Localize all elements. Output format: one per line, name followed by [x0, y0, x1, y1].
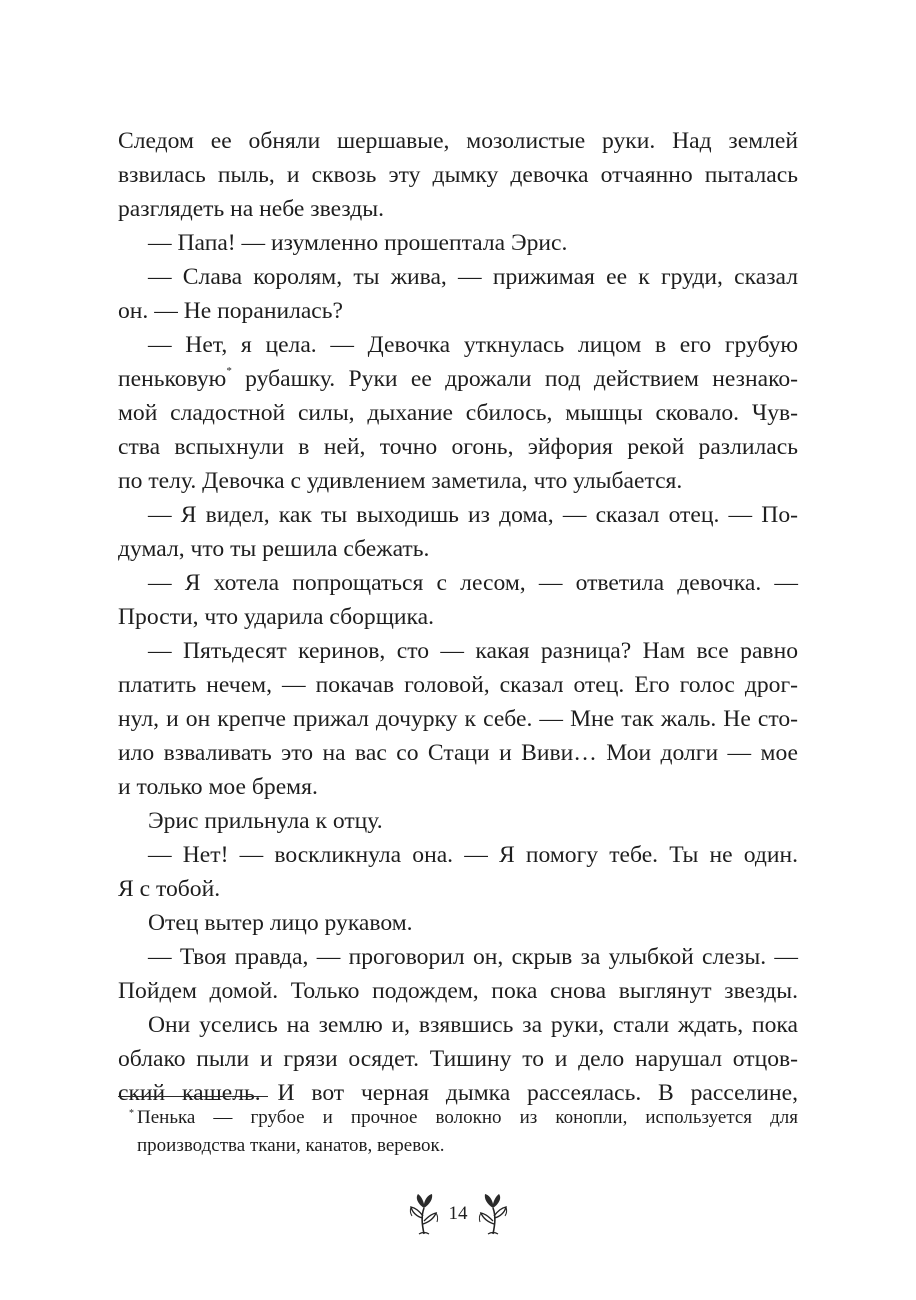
text-line: Они уселись на землю и, взявшись за руки, стали ждать, пока	[148, 1012, 798, 1038]
footnote-reference[interactable]: *	[226, 365, 232, 377]
text-line: Я с тобой.	[118, 876, 221, 902]
text-line: — Нет! — воскликнула она. — Я помогу тебе. Ты не один.	[148, 842, 798, 868]
text-line: облако пыли и грязи осядет. Тишину то и дело нарушал отцов-	[118, 1046, 798, 1072]
text-line: мой сладостной силы, дыхание сбилось, мышцы сковало. Чув-	[118, 400, 798, 426]
text-line: — Твоя правда, — проговорил он, скрыв за улыбкой слезы. —	[148, 944, 798, 970]
text-line: платить нечем, — покачав головой, сказал отец. Его голос дрог-	[118, 672, 798, 698]
text-line: Отец вытер лицо рукавом.	[148, 910, 413, 936]
footnote-divider	[118, 1096, 268, 1097]
text-line: думал, что ты решила сбежать.	[118, 536, 430, 562]
footnote-marker: *	[129, 1108, 134, 1119]
text-line: по телу. Девочка с удивлением заметила, что улыбается.	[118, 468, 683, 494]
page-number: 14	[448, 1203, 468, 1224]
footnote	[129, 1104, 798, 1160]
flower-ornament-icon	[476, 1190, 510, 1238]
text-line: он. — Не поранилась?	[118, 298, 344, 324]
text-line: разглядеть на небе звезды.	[118, 196, 385, 222]
text-segment: пеньковую	[118, 366, 227, 392]
text-line: Прости, что ударила сборщика.	[118, 604, 434, 630]
text-line	[118, 362, 798, 396]
text-line: ило взваливать это на вас со Стаци и Виви… Мои долги — мое	[118, 740, 798, 766]
page-footer	[0, 1190, 916, 1240]
text-line: — Папа! — изумленно прошептала Эрис.	[148, 230, 568, 256]
text-line: Пойдем домой. Только подождем, пока снова выглянут звезды.	[118, 978, 798, 1004]
text-line: Эрис прильнула к отцу.	[148, 808, 383, 834]
text-line: нул, и он крепче прижал дочурку к себе. — Мне так жаль. Не сто-	[118, 706, 798, 732]
text-line: — Нет, я цела. — Девочка уткнулась лицом в его грубую	[148, 332, 798, 358]
text-line: взвилась пыль, и сквозь эту дымку девочка отчаянно пыталась	[118, 162, 798, 188]
text-line: Следом ее обняли шершавые, мозолистые руки. Над землей	[118, 128, 798, 154]
text-segment: рубашку. Руки ее дрожали под действием незнако-	[231, 366, 798, 392]
flower-ornament-icon	[407, 1190, 441, 1238]
text-line: — Пятьдесят керинов, сто — какая разница? Нам все равно	[148, 638, 798, 664]
footnote-line: производства ткани, канатов, веревок.	[137, 1135, 445, 1156]
footnote-line: Пенька — грубое и прочное волокно из конопли, используется для	[137, 1107, 798, 1128]
text-line: ства вспыхнули в ней, точно огонь, эйфория рекой разлилась	[118, 434, 798, 460]
text-line: — Слава королям, ты жива, — прижимая ее к груди, сказал	[148, 264, 798, 290]
text-line: ский кашель. И вот черная дымка рассеялась. В расселине,	[118, 1080, 798, 1106]
body-text	[118, 124, 798, 1110]
text-line: — Я видел, как ты выходишь из дома, — сказал отец. — По-	[148, 502, 798, 528]
text-line: и только мое бремя.	[118, 774, 318, 800]
text-line: — Я хотела попрощаться с лесом, — ответила девочка. —	[148, 570, 798, 596]
